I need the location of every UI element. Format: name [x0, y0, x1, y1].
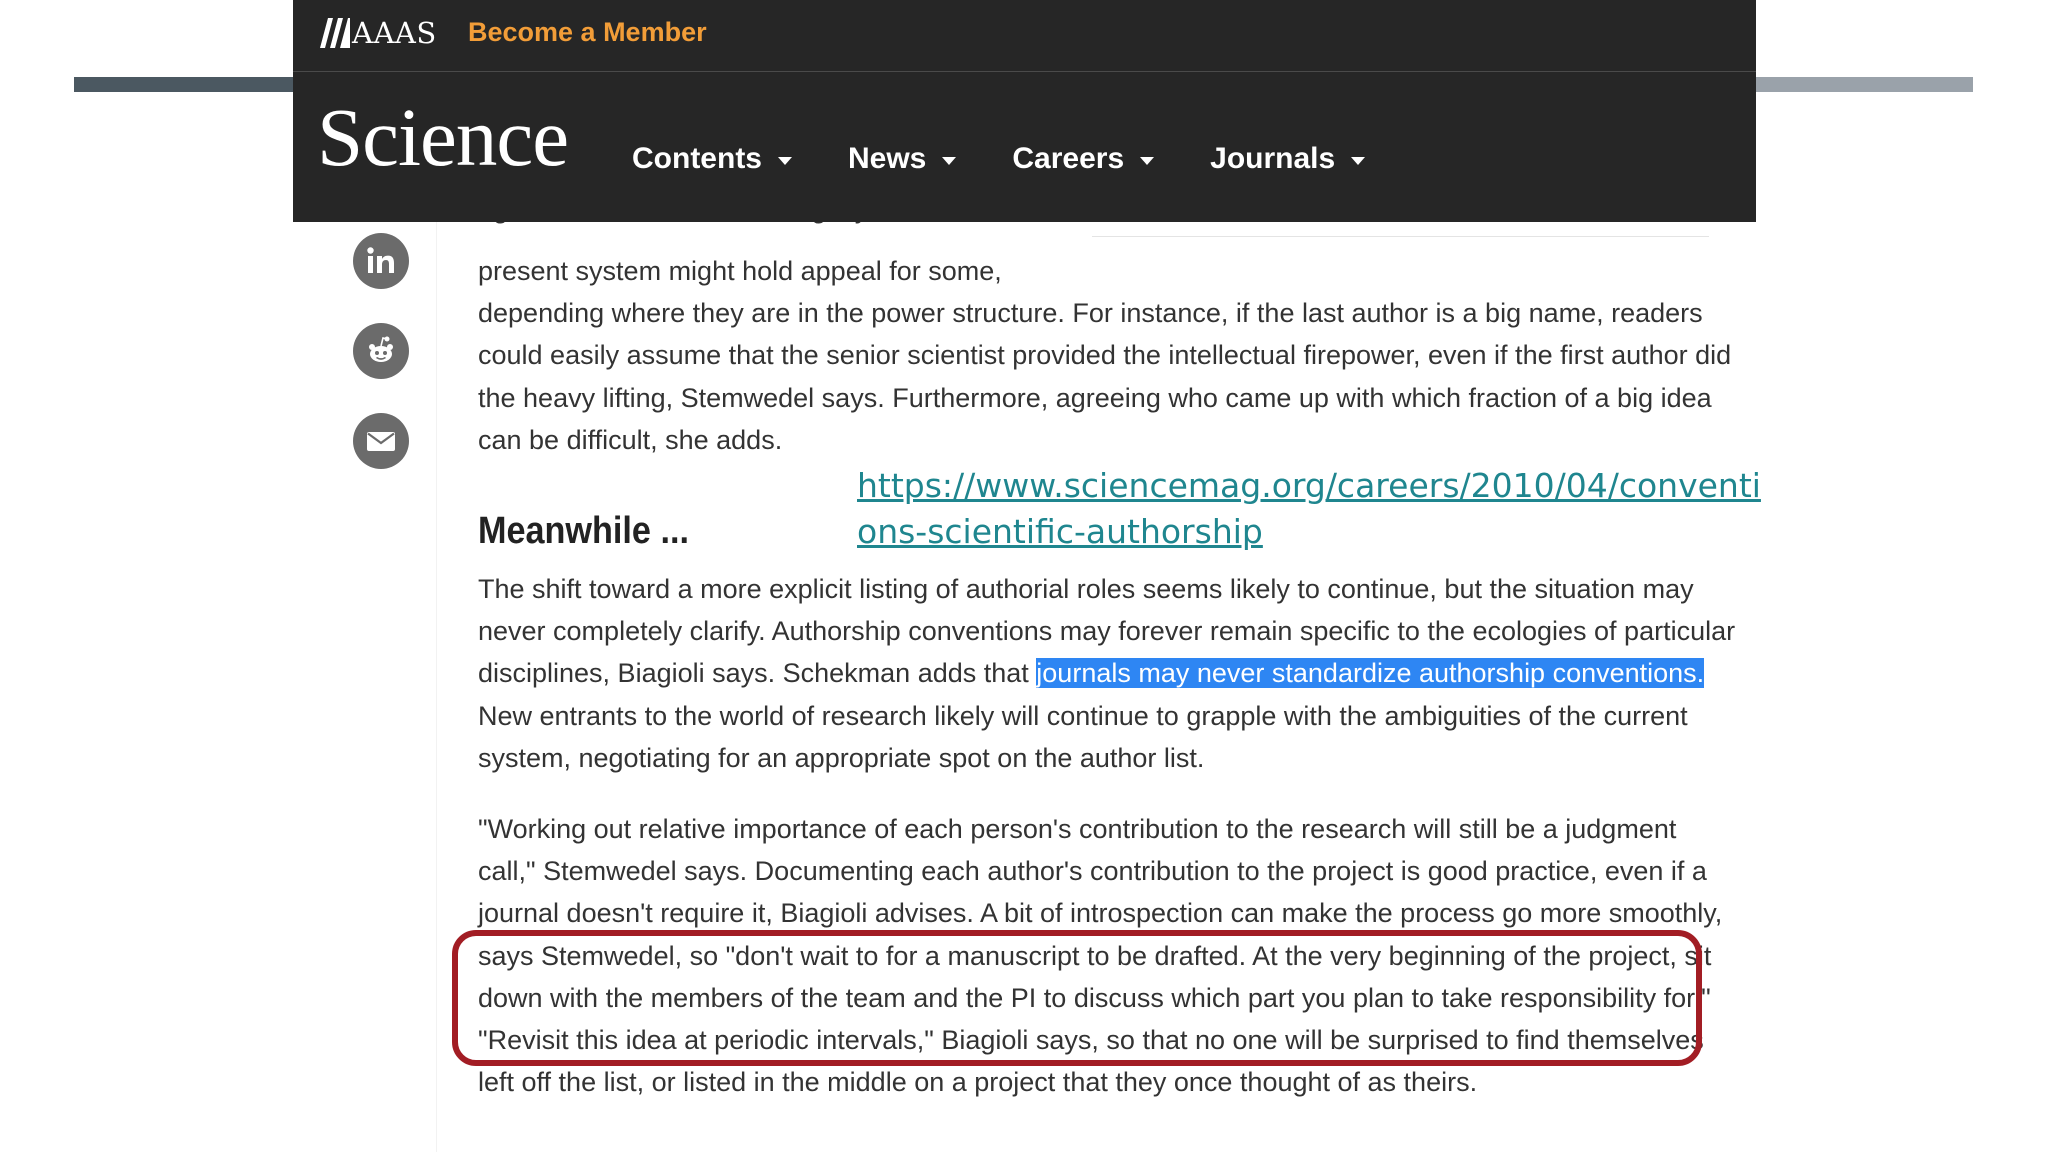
paragraph-2-text-before: The shift toward a more explicit listing of authorial roles seems likely to continue, but the situation may never completely clarify. Authorship conventions may forever remain specific to the ecologies of particular disciplines, Biagioli says. Schekman adds that: [478, 574, 1736, 689]
article-paragraph-3: "Working out relative importance of each person's contribution to the research will still be a judgment call," Stemwedel says. Documenting each author's contribution to the project is good practice, even if a journal doesn't require it, Biagioli advises. A bit of introspection can make the process go more smoothly, says Stemwedel, so "don't wait to for a manuscript to be drafted. At the very beginning of the project, sit down with the members of the team and the PI to discuss which part you plan to take responsibility for." "Revisit this idea at periodic intervals," Biagioli says, so that no one will be surprised to find themselves left off the list, or listed in the middle on a project that they once thought of as theirs.: [478, 814, 1723, 1098]
chevron-down-icon: [778, 157, 792, 165]
aaas-wordmark: AAAS: [352, 16, 437, 50]
column-divider: [436, 222, 437, 1152]
source-url-link[interactable]: [857, 463, 1857, 555]
share-linkedin-button[interactable]: [353, 233, 409, 289]
reddit-icon: [364, 334, 398, 368]
section-heading: Meanwhile ...: [478, 510, 689, 552]
url-line-2: ons-scientific-authorship: [857, 512, 1263, 551]
nav-journals-label: Journals: [1210, 142, 1336, 175]
article-paragraph-2: [478, 568, 1738, 779]
slide-rule-right: [1755, 77, 1973, 92]
aaas-logo[interactable]: [320, 16, 437, 50]
share-email-button[interactable]: [353, 413, 409, 469]
science-logo[interactable]: Science: [317, 91, 569, 183]
chevron-down-icon: [942, 157, 956, 165]
aaas-mark-icon: [320, 18, 350, 48]
article-paragraph-1: [478, 250, 1738, 461]
paragraph-1-first-line: present system might hold appeal for some,: [478, 256, 1002, 286]
nav-contents[interactable]: [632, 142, 792, 176]
paragraph-2-text-after: New entrants to the world of research likely will continue to grapple with the ambiguities of the current system, negotiating for an appropriate spot on the author list.: [478, 700, 1688, 773]
nav-careers[interactable]: [1012, 142, 1154, 176]
linkedin-icon: [364, 244, 398, 278]
become-member-link[interactable]: Become a Member: [468, 17, 707, 47]
chevron-down-icon: [1140, 157, 1154, 165]
slide-rule-left: [74, 77, 296, 92]
nav-journals[interactable]: [1210, 142, 1365, 176]
nav-contents-label: Contents: [632, 142, 762, 175]
highlighted-text[interactable]: journals may never standardize authorship conventions.: [1036, 658, 1705, 689]
site-header: [293, 0, 1756, 222]
nav-careers-label: Careers: [1012, 142, 1125, 175]
url-line-1: https://www.sciencemag.org/careers/2010/04/conventi: [857, 466, 1761, 505]
share-reddit-button[interactable]: [353, 323, 409, 379]
main-nav: [632, 142, 1421, 176]
sidebar-divider: [1092, 236, 1709, 237]
email-icon: [364, 424, 398, 458]
nav-news[interactable]: [848, 142, 956, 176]
chevron-down-icon: [1351, 157, 1365, 165]
nav-news-label: News: [848, 142, 927, 175]
paragraph-1-text: depending where they are in the power structure. For instance, if the last author is a big name, readers could easily assume that the senior scientist provided the intellectual firepower, even if the first author did the heavy lifting, Stemwedel says. Furthermore, agreeing who came up with which fraction of a big idea can be difficult, she adds.: [478, 298, 1732, 455]
top-bar: [293, 0, 1756, 72]
